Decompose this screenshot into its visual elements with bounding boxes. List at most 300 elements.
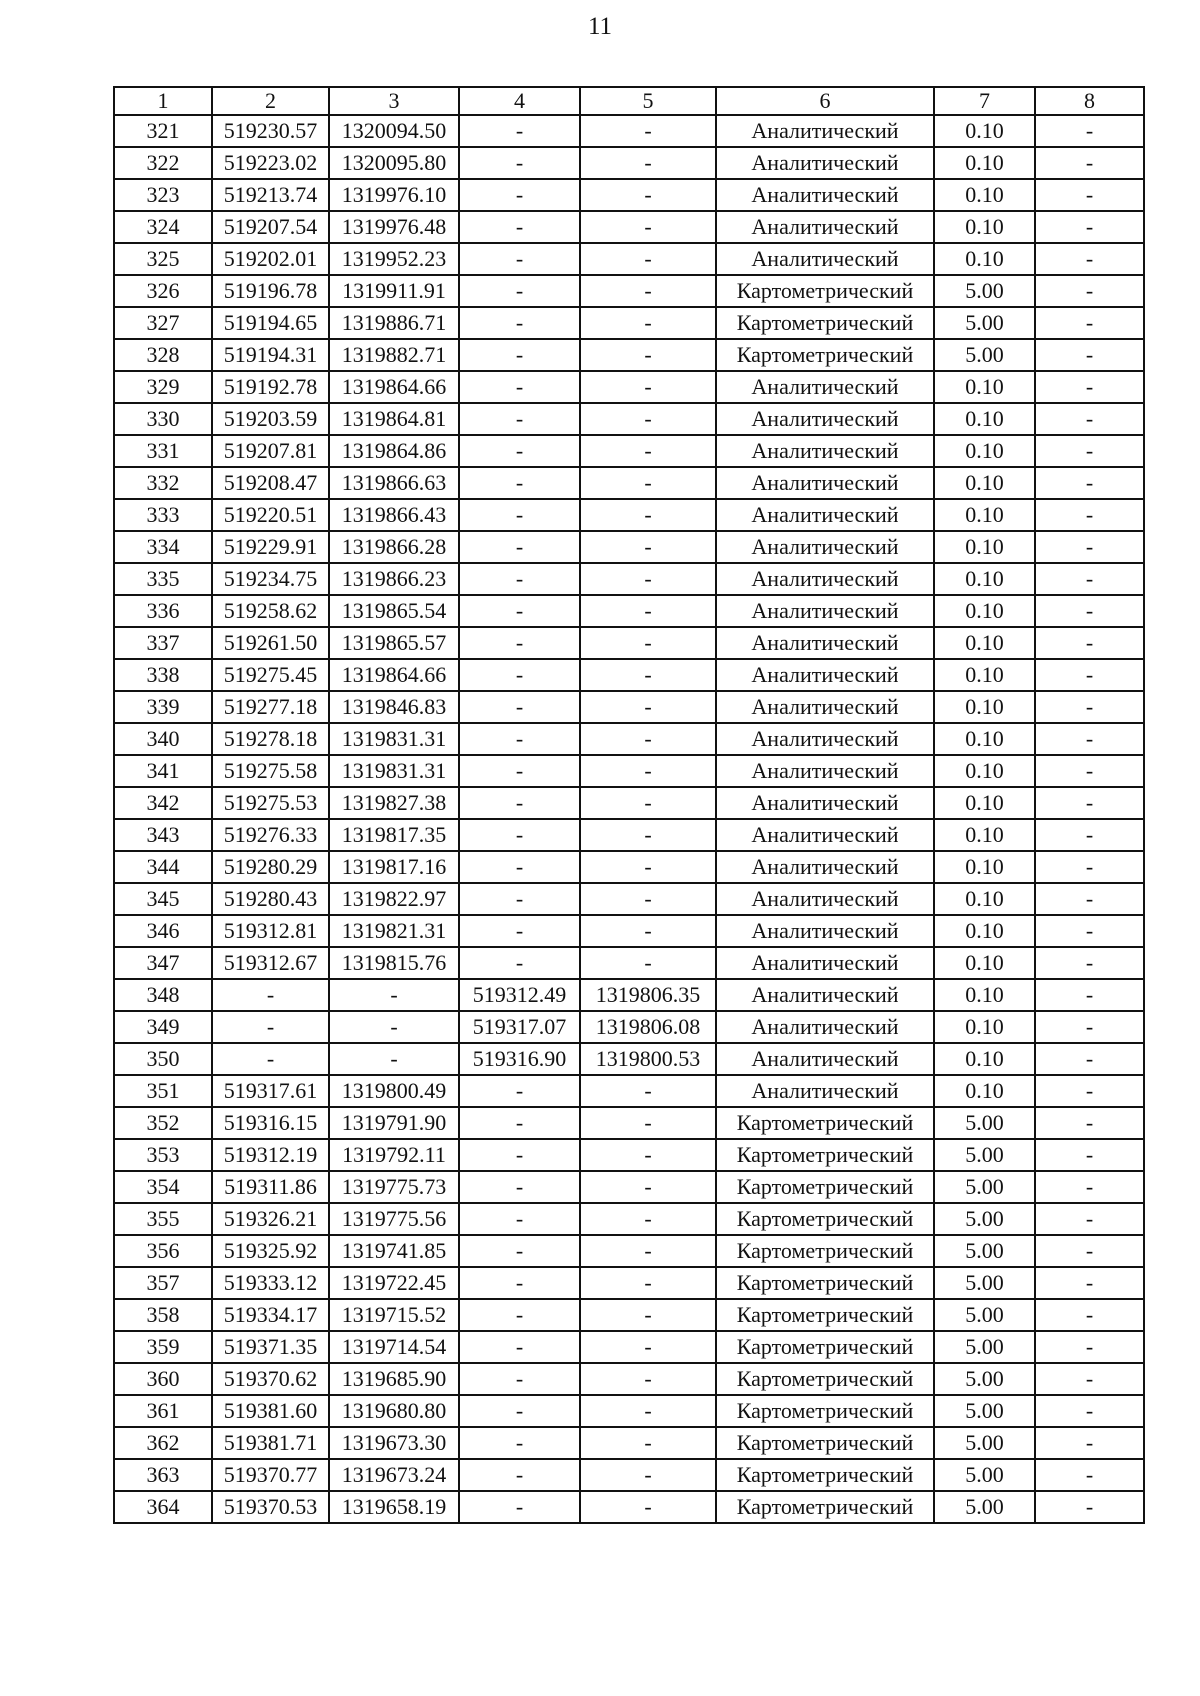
y-coord-cell: 1319821.31 xyxy=(329,915,459,947)
y-coord-cell: 1319866.28 xyxy=(329,531,459,563)
description-cell: - xyxy=(1035,243,1144,275)
y-coord-cell: 1320095.80 xyxy=(329,147,459,179)
description-cell: - xyxy=(1035,467,1144,499)
description-cell: - xyxy=(1035,1363,1144,1395)
point-number-cell: 321 xyxy=(114,115,212,147)
x-new-cell: - xyxy=(459,1427,580,1459)
y-new-cell: - xyxy=(580,787,716,819)
point-number-cell: 356 xyxy=(114,1235,212,1267)
method-cell: Картометрический xyxy=(716,1491,934,1523)
point-number-cell: 335 xyxy=(114,563,212,595)
y-new-cell: - xyxy=(580,371,716,403)
description-cell: - xyxy=(1035,819,1144,851)
x-new-cell: 519316.90 xyxy=(459,1043,580,1075)
point-number-cell: 344 xyxy=(114,851,212,883)
accuracy-cell: 0.10 xyxy=(934,243,1035,275)
point-number-cell: 341 xyxy=(114,755,212,787)
description-cell: - xyxy=(1035,275,1144,307)
x-new-cell: - xyxy=(459,1299,580,1331)
y-coord-cell: 1319775.56 xyxy=(329,1203,459,1235)
method-cell: Аналитический xyxy=(716,755,934,787)
description-cell: - xyxy=(1035,371,1144,403)
column-header-3: 3 xyxy=(329,87,459,115)
description-cell: - xyxy=(1035,1331,1144,1363)
y-new-cell: - xyxy=(580,659,716,691)
x-new-cell: - xyxy=(459,371,580,403)
x-coord-cell: 519277.18 xyxy=(212,691,329,723)
method-cell: Картометрический xyxy=(716,1203,934,1235)
description-cell: - xyxy=(1035,1139,1144,1171)
x-coord-cell: 519275.53 xyxy=(212,787,329,819)
point-number-cell: 352 xyxy=(114,1107,212,1139)
y-coord-cell: 1319866.43 xyxy=(329,499,459,531)
description-cell: - xyxy=(1035,1107,1144,1139)
method-cell: Картометрический xyxy=(716,1299,934,1331)
y-new-cell: - xyxy=(580,115,716,147)
method-cell: Картометрический xyxy=(716,307,934,339)
description-cell: - xyxy=(1035,1235,1144,1267)
x-coord-cell: 519381.60 xyxy=(212,1395,329,1427)
x-coord-cell: 519334.17 xyxy=(212,1299,329,1331)
table-row xyxy=(114,1011,1144,1043)
description-cell: - xyxy=(1035,147,1144,179)
point-number-cell: 349 xyxy=(114,1011,212,1043)
accuracy-cell: 5.00 xyxy=(934,1139,1035,1171)
description-cell: - xyxy=(1035,115,1144,147)
x-new-cell: - xyxy=(459,819,580,851)
y-coord-cell: 1319680.80 xyxy=(329,1395,459,1427)
table-body xyxy=(114,115,1144,1523)
accuracy-cell: 0.10 xyxy=(934,1075,1035,1107)
description-cell: - xyxy=(1035,883,1144,915)
method-cell: Аналитический xyxy=(716,211,934,243)
y-coord-cell: 1319866.63 xyxy=(329,467,459,499)
accuracy-cell: 5.00 xyxy=(934,1363,1035,1395)
y-coord-cell: 1320094.50 xyxy=(329,115,459,147)
method-cell: Аналитический xyxy=(716,851,934,883)
x-coord-cell: 519230.57 xyxy=(212,115,329,147)
x-coord-cell: 519325.92 xyxy=(212,1235,329,1267)
point-number-cell: 360 xyxy=(114,1363,212,1395)
y-new-cell: - xyxy=(580,1427,716,1459)
y-new-cell: - xyxy=(580,691,716,723)
y-new-cell: - xyxy=(580,499,716,531)
x-new-cell: - xyxy=(459,787,580,819)
accuracy-cell: 5.00 xyxy=(934,1299,1035,1331)
accuracy-cell: 0.10 xyxy=(934,211,1035,243)
description-cell: - xyxy=(1035,979,1144,1011)
point-number-cell: 363 xyxy=(114,1459,212,1491)
point-number-cell: 326 xyxy=(114,275,212,307)
description-cell: - xyxy=(1035,307,1144,339)
y-coord-cell: 1319815.76 xyxy=(329,947,459,979)
x-new-cell: 519312.49 xyxy=(459,979,580,1011)
x-new-cell: - xyxy=(459,563,580,595)
accuracy-cell: 0.10 xyxy=(934,179,1035,211)
x-new-cell: - xyxy=(459,1171,580,1203)
column-header-6: 6 xyxy=(716,87,934,115)
y-new-cell: - xyxy=(580,1491,716,1523)
accuracy-cell: 0.10 xyxy=(934,755,1035,787)
description-cell: - xyxy=(1035,339,1144,371)
method-cell: Аналитический xyxy=(716,1075,934,1107)
table-row xyxy=(114,1299,1144,1331)
y-new-cell: - xyxy=(580,883,716,915)
y-coord-cell: 1319715.52 xyxy=(329,1299,459,1331)
point-number-cell: 333 xyxy=(114,499,212,531)
table-row xyxy=(114,211,1144,243)
y-coord-cell: 1319865.54 xyxy=(329,595,459,627)
table-row xyxy=(114,1427,1144,1459)
table-row xyxy=(114,1459,1144,1491)
table-row xyxy=(114,275,1144,307)
method-cell: Аналитический xyxy=(716,563,934,595)
point-number-cell: 331 xyxy=(114,435,212,467)
x-coord-cell: - xyxy=(212,1043,329,1075)
x-new-cell: - xyxy=(459,1107,580,1139)
method-cell: Аналитический xyxy=(716,403,934,435)
x-new-cell: - xyxy=(459,307,580,339)
table-row xyxy=(114,915,1144,947)
accuracy-cell: 0.10 xyxy=(934,627,1035,659)
x-coord-cell: 519275.58 xyxy=(212,755,329,787)
accuracy-cell: 0.10 xyxy=(934,147,1035,179)
point-number-cell: 348 xyxy=(114,979,212,1011)
y-new-cell: - xyxy=(580,531,716,563)
x-new-cell: - xyxy=(459,883,580,915)
y-new-cell: - xyxy=(580,435,716,467)
point-number-cell: 346 xyxy=(114,915,212,947)
x-new-cell: - xyxy=(459,1331,580,1363)
point-number-cell: 359 xyxy=(114,1331,212,1363)
table-header-row xyxy=(114,87,1144,115)
x-coord-cell: - xyxy=(212,1011,329,1043)
description-cell: - xyxy=(1035,595,1144,627)
table-row xyxy=(114,467,1144,499)
y-new-cell: - xyxy=(580,1139,716,1171)
x-new-cell: - xyxy=(459,467,580,499)
method-cell: Аналитический xyxy=(716,915,934,947)
x-new-cell: - xyxy=(459,1395,580,1427)
method-cell: Аналитический xyxy=(716,243,934,275)
y-coord-cell: 1319864.86 xyxy=(329,435,459,467)
method-cell: Аналитический xyxy=(716,883,934,915)
method-cell: Аналитический xyxy=(716,371,934,403)
description-cell: - xyxy=(1035,915,1144,947)
y-new-cell: - xyxy=(580,467,716,499)
description-cell: - xyxy=(1035,1043,1144,1075)
x-new-cell: - xyxy=(459,179,580,211)
y-coord-cell: 1319673.30 xyxy=(329,1427,459,1459)
table-row xyxy=(114,1171,1144,1203)
x-new-cell: - xyxy=(459,595,580,627)
table-row xyxy=(114,627,1144,659)
description-cell: - xyxy=(1035,723,1144,755)
method-cell: Картометрический xyxy=(716,1331,934,1363)
y-coord-cell: 1319864.66 xyxy=(329,659,459,691)
column-header-8: 8 xyxy=(1035,87,1144,115)
x-coord-cell: 519312.19 xyxy=(212,1139,329,1171)
method-cell: Картометрический xyxy=(716,1395,934,1427)
y-new-cell: - xyxy=(580,1395,716,1427)
y-coord-cell: 1319827.38 xyxy=(329,787,459,819)
point-number-cell: 347 xyxy=(114,947,212,979)
description-cell: - xyxy=(1035,1459,1144,1491)
accuracy-cell: 5.00 xyxy=(934,1235,1035,1267)
point-number-cell: 342 xyxy=(114,787,212,819)
point-number-cell: 361 xyxy=(114,1395,212,1427)
table-row xyxy=(114,1267,1144,1299)
y-new-cell: - xyxy=(580,1203,716,1235)
method-cell: Картометрический xyxy=(716,1427,934,1459)
x-new-cell: - xyxy=(459,723,580,755)
y-new-cell: - xyxy=(580,403,716,435)
method-cell: Картометрический xyxy=(716,1363,934,1395)
method-cell: Аналитический xyxy=(716,819,934,851)
description-cell: - xyxy=(1035,1427,1144,1459)
column-header-7: 7 xyxy=(934,87,1035,115)
point-number-cell: 322 xyxy=(114,147,212,179)
description-cell: - xyxy=(1035,1267,1144,1299)
table-row xyxy=(114,499,1144,531)
x-coord-cell: 519276.33 xyxy=(212,819,329,851)
method-cell: Картометрический xyxy=(716,1459,934,1491)
x-new-cell: - xyxy=(459,1459,580,1491)
description-cell: - xyxy=(1035,755,1144,787)
y-coord-cell: 1319714.54 xyxy=(329,1331,459,1363)
point-number-cell: 357 xyxy=(114,1267,212,1299)
accuracy-cell: 0.10 xyxy=(934,819,1035,851)
y-coord-cell: 1319866.23 xyxy=(329,563,459,595)
x-new-cell: - xyxy=(459,1235,580,1267)
x-new-cell: - xyxy=(459,243,580,275)
x-new-cell: - xyxy=(459,147,580,179)
method-cell: Аналитический xyxy=(716,595,934,627)
y-coord-cell: 1319864.66 xyxy=(329,371,459,403)
table-row xyxy=(114,1139,1144,1171)
method-cell: Аналитический xyxy=(716,691,934,723)
point-number-cell: 355 xyxy=(114,1203,212,1235)
description-cell: - xyxy=(1035,435,1144,467)
description-cell: - xyxy=(1035,499,1144,531)
table-row xyxy=(114,1235,1144,1267)
y-new-cell: - xyxy=(580,1267,716,1299)
x-new-cell: - xyxy=(459,755,580,787)
y-coord-cell: 1319722.45 xyxy=(329,1267,459,1299)
x-new-cell: - xyxy=(459,947,580,979)
method-cell: Картометрический xyxy=(716,1171,934,1203)
accuracy-cell: 5.00 xyxy=(934,1171,1035,1203)
y-new-cell: - xyxy=(580,243,716,275)
column-header-4: 4 xyxy=(459,87,580,115)
point-number-cell: 364 xyxy=(114,1491,212,1523)
point-number-cell: 324 xyxy=(114,211,212,243)
method-cell: Аналитический xyxy=(716,179,934,211)
y-new-cell: - xyxy=(580,627,716,659)
page-number: 11 xyxy=(587,13,613,40)
coordinates-table xyxy=(113,86,1145,1524)
y-coord-cell: 1319865.57 xyxy=(329,627,459,659)
x-new-cell: - xyxy=(459,659,580,691)
accuracy-cell: 5.00 xyxy=(934,339,1035,371)
description-cell: - xyxy=(1035,787,1144,819)
description-cell: - xyxy=(1035,531,1144,563)
accuracy-cell: 5.00 xyxy=(934,1491,1035,1523)
y-new-cell: - xyxy=(580,1171,716,1203)
y-new-cell: 1319806.35 xyxy=(580,979,716,1011)
x-coord-cell: 519316.15 xyxy=(212,1107,329,1139)
accuracy-cell: 0.10 xyxy=(934,659,1035,691)
accuracy-cell: 0.10 xyxy=(934,851,1035,883)
y-new-cell: - xyxy=(580,819,716,851)
table-row xyxy=(114,307,1144,339)
description-cell: - xyxy=(1035,1075,1144,1107)
x-new-cell: - xyxy=(459,339,580,371)
method-cell: Картометрический xyxy=(716,1107,934,1139)
column-header-1: 1 xyxy=(114,87,212,115)
accuracy-cell: 0.10 xyxy=(934,691,1035,723)
table-row xyxy=(114,179,1144,211)
y-coord-cell: 1319792.11 xyxy=(329,1139,459,1171)
x-new-cell: - xyxy=(459,1267,580,1299)
x-coord-cell: 519202.01 xyxy=(212,243,329,275)
point-number-cell: 358 xyxy=(114,1299,212,1331)
x-coord-cell: 519203.59 xyxy=(212,403,329,435)
point-number-cell: 354 xyxy=(114,1171,212,1203)
point-number-cell: 327 xyxy=(114,307,212,339)
point-number-cell: 332 xyxy=(114,467,212,499)
accuracy-cell: 5.00 xyxy=(934,1459,1035,1491)
point-number-cell: 338 xyxy=(114,659,212,691)
x-coord-cell: 519311.86 xyxy=(212,1171,329,1203)
accuracy-cell: 5.00 xyxy=(934,1395,1035,1427)
y-new-cell: - xyxy=(580,275,716,307)
x-new-cell: - xyxy=(459,1075,580,1107)
column-header-5: 5 xyxy=(580,87,716,115)
table-row xyxy=(114,531,1144,563)
table-row xyxy=(114,1491,1144,1523)
y-new-cell: - xyxy=(580,1331,716,1363)
y-coord-cell: - xyxy=(329,1043,459,1075)
y-coord-cell: 1319976.48 xyxy=(329,211,459,243)
x-coord-cell: 519326.21 xyxy=(212,1203,329,1235)
y-coord-cell: 1319846.83 xyxy=(329,691,459,723)
x-coord-cell: 519194.65 xyxy=(212,307,329,339)
method-cell: Аналитический xyxy=(716,435,934,467)
x-new-cell: - xyxy=(459,115,580,147)
point-number-cell: 334 xyxy=(114,531,212,563)
y-new-cell: - xyxy=(580,723,716,755)
x-new-cell: - xyxy=(459,851,580,883)
y-new-cell: - xyxy=(580,1363,716,1395)
table-row xyxy=(114,691,1144,723)
point-number-cell: 353 xyxy=(114,1139,212,1171)
x-new-cell: - xyxy=(459,211,580,243)
y-coord-cell: 1319822.97 xyxy=(329,883,459,915)
description-cell: - xyxy=(1035,851,1144,883)
method-cell: Аналитический xyxy=(716,947,934,979)
method-cell: Аналитический xyxy=(716,115,934,147)
method-cell: Аналитический xyxy=(716,467,934,499)
method-cell: Аналитический xyxy=(716,147,934,179)
accuracy-cell: 5.00 xyxy=(934,1267,1035,1299)
accuracy-cell: 0.10 xyxy=(934,403,1035,435)
x-coord-cell: 519208.47 xyxy=(212,467,329,499)
y-new-cell: - xyxy=(580,147,716,179)
table-row xyxy=(114,435,1144,467)
x-coord-cell: 519223.02 xyxy=(212,147,329,179)
x-new-cell: - xyxy=(459,1363,580,1395)
y-coord-cell: 1319817.16 xyxy=(329,851,459,883)
y-new-cell: - xyxy=(580,1299,716,1331)
point-number-cell: 343 xyxy=(114,819,212,851)
y-new-cell: - xyxy=(580,1107,716,1139)
method-cell: Аналитический xyxy=(716,627,934,659)
y-coord-cell: 1319685.90 xyxy=(329,1363,459,1395)
point-number-cell: 351 xyxy=(114,1075,212,1107)
accuracy-cell: 0.10 xyxy=(934,371,1035,403)
x-new-cell: - xyxy=(459,627,580,659)
accuracy-cell: 0.10 xyxy=(934,883,1035,915)
x-coord-cell: 519207.54 xyxy=(212,211,329,243)
description-cell: - xyxy=(1035,1299,1144,1331)
y-coord-cell: 1319886.71 xyxy=(329,307,459,339)
accuracy-cell: 0.10 xyxy=(934,979,1035,1011)
x-coord-cell: 519280.29 xyxy=(212,851,329,883)
table-row xyxy=(114,371,1144,403)
point-number-cell: 330 xyxy=(114,403,212,435)
y-new-cell: - xyxy=(580,851,716,883)
x-coord-cell: 519194.31 xyxy=(212,339,329,371)
y-new-cell: - xyxy=(580,915,716,947)
point-number-cell: 350 xyxy=(114,1043,212,1075)
accuracy-cell: 5.00 xyxy=(934,307,1035,339)
method-cell: Картометрический xyxy=(716,339,934,371)
description-cell: - xyxy=(1035,403,1144,435)
description-cell: - xyxy=(1035,1171,1144,1203)
x-coord-cell: 519312.67 xyxy=(212,947,329,979)
point-number-cell: 337 xyxy=(114,627,212,659)
accuracy-cell: 0.10 xyxy=(934,563,1035,595)
x-coord-cell: 519370.53 xyxy=(212,1491,329,1523)
y-new-cell: - xyxy=(580,947,716,979)
y-new-cell: - xyxy=(580,563,716,595)
x-coord-cell: - xyxy=(212,979,329,1011)
accuracy-cell: 0.10 xyxy=(934,115,1035,147)
x-new-cell: - xyxy=(459,691,580,723)
y-coord-cell: 1319952.23 xyxy=(329,243,459,275)
y-coord-cell: 1319673.24 xyxy=(329,1459,459,1491)
y-new-cell: - xyxy=(580,755,716,787)
accuracy-cell: 0.10 xyxy=(934,723,1035,755)
x-new-cell: - xyxy=(459,1203,580,1235)
method-cell: Аналитический xyxy=(716,1011,934,1043)
y-coord-cell: 1319831.31 xyxy=(329,723,459,755)
x-new-cell: - xyxy=(459,403,580,435)
method-cell: Картометрический xyxy=(716,1267,934,1299)
point-number-cell: 329 xyxy=(114,371,212,403)
y-new-cell: - xyxy=(580,1235,716,1267)
method-cell: Картометрический xyxy=(716,1139,934,1171)
accuracy-cell: 0.10 xyxy=(934,787,1035,819)
x-coord-cell: 519312.81 xyxy=(212,915,329,947)
y-new-cell: - xyxy=(580,179,716,211)
x-new-cell: - xyxy=(459,499,580,531)
y-coord-cell: 1319775.73 xyxy=(329,1171,459,1203)
description-cell: - xyxy=(1035,179,1144,211)
method-cell: Аналитический xyxy=(716,1043,934,1075)
accuracy-cell: 0.10 xyxy=(934,915,1035,947)
